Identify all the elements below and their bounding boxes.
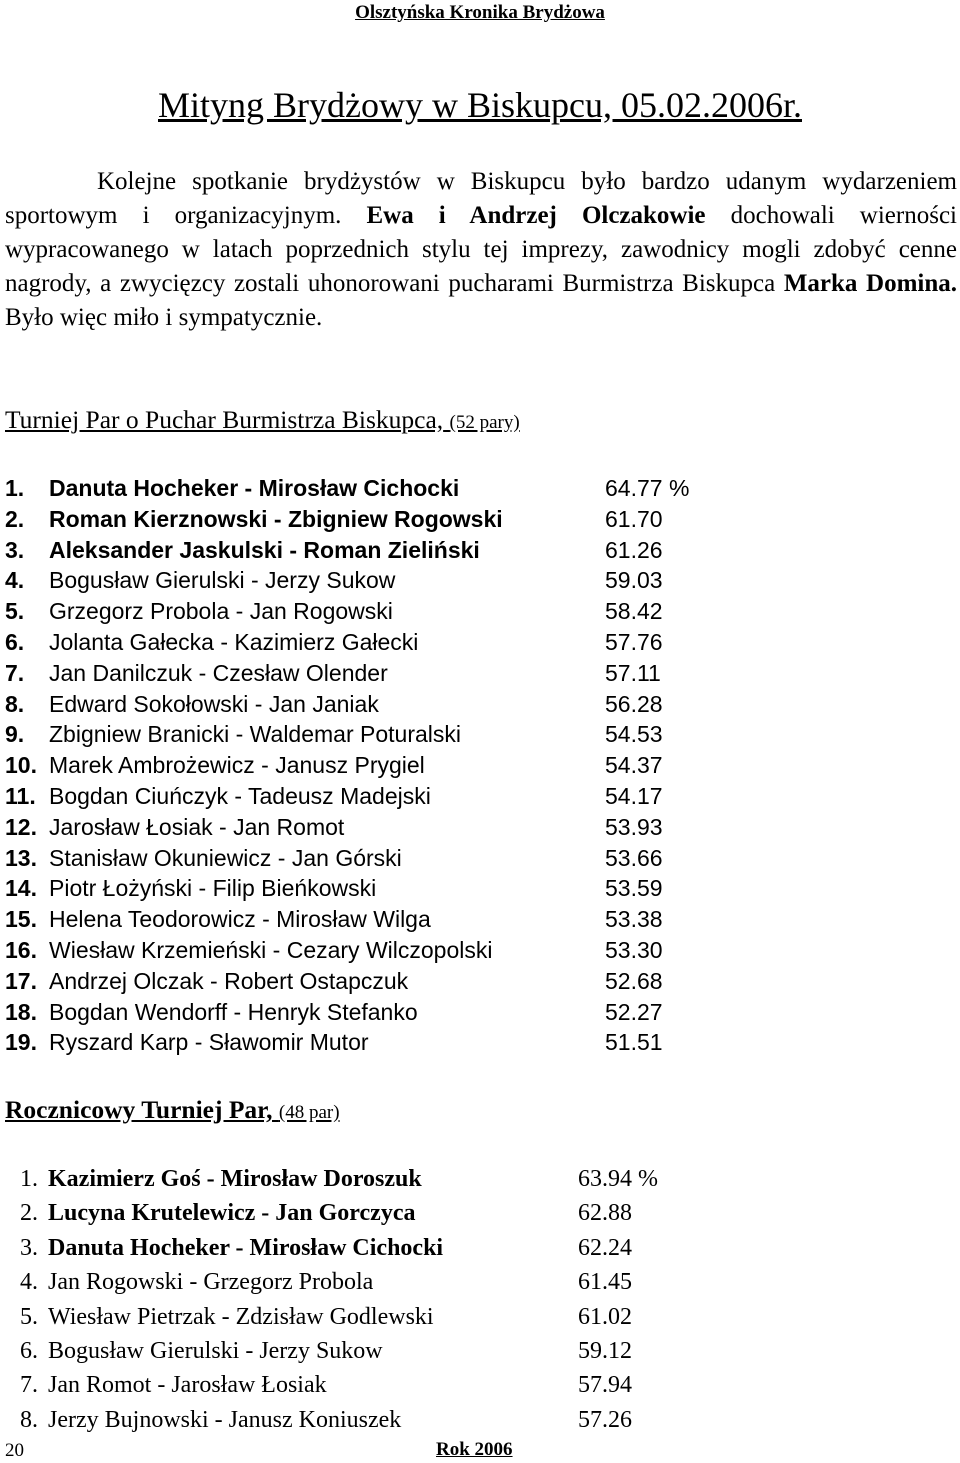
- result-score: 53.66: [605, 844, 663, 871]
- result-pair: Helena Teodorowicz - Mirosław Wilga: [49, 906, 431, 933]
- result-row: [5, 935, 715, 966]
- result-pair: Aleksander Jaskulski - Roman Zieliński: [49, 536, 480, 563]
- result-score: 54.17: [605, 782, 663, 809]
- result-pair: Kazimierz Goś - Mirosław Doroszuk: [48, 1166, 422, 1192]
- result-score: 52.27: [605, 998, 663, 1025]
- result-score: 58.42: [605, 598, 663, 625]
- tournament1-results: [5, 473, 715, 1058]
- result-pair: Marek Ambrożewicz - Janusz Prygiel: [49, 752, 425, 779]
- result-pair: Wiesław Krzemieński - Cezary Wilczopolski: [49, 936, 493, 963]
- result-pair: Ryszard Karp - Sławomir Mutor: [49, 1029, 369, 1056]
- result-score: 53.93: [605, 813, 663, 840]
- mayor-name: Marka Domina.: [783, 270, 957, 297]
- organizers-names: Ewa i Andrzej Olczakowie: [366, 202, 706, 229]
- result-row: [20, 1265, 698, 1299]
- result-score: 59.03: [605, 567, 663, 594]
- result-score: 57.11: [605, 659, 661, 686]
- tournament2-pairs-count: (48 par): [278, 1102, 340, 1123]
- result-row: [5, 596, 715, 627]
- result-score: 54.37: [605, 752, 663, 779]
- result-row: [5, 565, 715, 596]
- result-pair: Roman Kierznowski - Zbigniew Rogowski: [49, 505, 503, 532]
- result-row: [20, 1368, 698, 1402]
- result-rank: 14.: [5, 875, 37, 902]
- result-rank: 2.: [20, 1200, 38, 1227]
- result-score: 61.02: [578, 1303, 632, 1330]
- tournament1-title: Turniej Par o Puchar Burmistrza Biskupca,: [5, 405, 444, 434]
- result-pair: Jarosław Łosiak - Jan Romot: [49, 813, 345, 840]
- result-score: 61.45: [578, 1269, 632, 1296]
- result-rank: 3.: [20, 1234, 38, 1261]
- result-pair: Jerzy Bujnowski - Janusz Koniuszek: [48, 1406, 402, 1433]
- tournament1-heading: [5, 405, 520, 435]
- tournament2-results: [20, 1162, 698, 1437]
- result-row: [5, 1027, 715, 1058]
- result-pair: Danuta Hocheker - Mirosław Cichocki: [49, 475, 460, 501]
- intro-text-2: dochowali wierności wypracowanego w latach poprzednich stylu tej imprezy, zawodnicy mogli zdobyć cenne nagrody, a zwycięzcy zostali uhonorowani pucharami Burmistrza Biskupca: [5, 202, 957, 297]
- intro-text-3: Było więc miło i sympatycznie.: [5, 304, 323, 331]
- footer-year: Rok 2006: [436, 1439, 513, 1460]
- result-rank: 2.: [5, 505, 25, 532]
- result-row: [5, 843, 715, 874]
- result-row: [5, 997, 715, 1028]
- result-rank: 11.: [5, 782, 36, 809]
- result-rank: 6.: [20, 1337, 38, 1364]
- result-pair: Jolanta Gałecka - Kazimierz Gałecki: [49, 628, 419, 655]
- result-rank: 18.: [5, 998, 37, 1025]
- intro-text: Kolejne spotkanie brydżystów w Biskupcu było bardzo udanym wydarzeniem sportowym i organizacyjnym.: [5, 168, 957, 229]
- result-rank: 9.: [5, 721, 25, 748]
- result-rank: 17.: [5, 967, 37, 994]
- result-pair: Stanisław Okuniewicz - Jan Górski: [49, 844, 402, 871]
- result-pair: Grzegorz Probola - Jan Rogowski: [49, 598, 393, 625]
- result-row: [20, 1162, 698, 1196]
- result-pair: Bogdan Ciuńczyk - Tadeusz Madejski: [49, 782, 431, 809]
- result-pair: Edward Sokołowski - Jan Janiak: [49, 690, 379, 717]
- result-rank: 1.: [5, 475, 25, 501]
- result-rank: 15.: [5, 906, 37, 933]
- result-rank: 19.: [5, 1029, 37, 1056]
- result-pair: Piotr Łożyński - Filip Bieńkowski: [49, 875, 377, 902]
- result-score: 53.30: [605, 936, 663, 963]
- result-rank: 10.: [5, 752, 37, 779]
- result-score: 56.28: [605, 690, 663, 717]
- result-row: [5, 750, 715, 781]
- intro-paragraph: [5, 165, 957, 335]
- result-score: 52.68: [605, 967, 663, 994]
- tournament2-heading: [5, 1095, 340, 1125]
- result-rank: 1.: [20, 1166, 38, 1192]
- result-rank: 7.: [20, 1372, 38, 1399]
- tournament2-title: Rocznicowy Turniej Par,: [5, 1095, 273, 1124]
- tournament1-pairs-count: (52 pary): [449, 412, 520, 433]
- result-row: [20, 1334, 698, 1368]
- result-row: [5, 473, 715, 504]
- result-pair: Bogusław Gierulski - Jerzy Sukow: [48, 1337, 383, 1364]
- result-pair: Bogdan Wendorff - Henryk Stefanko: [49, 998, 418, 1025]
- result-rank: 4.: [20, 1269, 38, 1296]
- result-score: 57.76: [605, 628, 663, 655]
- result-rank: 8.: [20, 1406, 38, 1433]
- result-rank: 12.: [5, 813, 37, 840]
- result-rank: 13.: [5, 844, 37, 871]
- result-pair: Andrzej Olczak - Robert Ostapczuk: [49, 967, 409, 994]
- result-row: [20, 1231, 698, 1265]
- result-score: 61.26: [605, 536, 663, 563]
- result-rank: 5.: [5, 598, 25, 625]
- result-score: 54.53: [605, 721, 663, 748]
- result-row: [5, 719, 715, 750]
- result-row: [5, 627, 715, 658]
- result-score: 62.24: [578, 1234, 632, 1261]
- result-row: [5, 535, 715, 566]
- result-rank: 5.: [20, 1303, 38, 1330]
- result-pair: Bogusław Gierulski - Jerzy Sukow: [49, 567, 396, 594]
- result-row: [5, 658, 715, 689]
- result-row: [5, 781, 715, 812]
- result-score: 61.70: [605, 505, 663, 532]
- result-row: [20, 1300, 698, 1334]
- publication-header: Olsztyńska Kronika Brydżowa: [355, 2, 605, 23]
- result-row: [5, 504, 715, 535]
- result-row: [20, 1403, 698, 1437]
- result-rank: 8.: [5, 690, 25, 717]
- result-score: 62.88: [578, 1200, 632, 1227]
- page-number: 20: [5, 1440, 24, 1461]
- result-pair: Zbigniew Branicki - Waldemar Poturalski: [49, 721, 462, 748]
- result-rank: 7.: [5, 659, 25, 686]
- result-rank: 16.: [5, 936, 37, 963]
- result-score: 63.94 %: [578, 1166, 658, 1192]
- result-pair: Jan Rogowski - Grzegorz Probola: [48, 1269, 374, 1296]
- result-rank: 3.: [5, 536, 25, 563]
- result-pair: Jan Danilczuk - Czesław Olender: [49, 659, 388, 686]
- result-score: 57.26: [578, 1406, 632, 1433]
- result-row: [5, 904, 715, 935]
- result-row: [5, 966, 715, 997]
- result-pair: Danuta Hocheker - Mirosław Cichocki: [48, 1234, 444, 1261]
- result-score: 51.51: [605, 1029, 663, 1056]
- result-score: 53.38: [605, 906, 663, 933]
- result-pair: Wiesław Pietrzak - Zdzisław Godlewski: [48, 1303, 434, 1330]
- result-pair: Lucyna Krutelewicz - Jan Gorczyca: [48, 1200, 416, 1227]
- result-rank: 4.: [5, 567, 25, 594]
- result-row: [5, 873, 715, 904]
- result-score: 53.59: [605, 875, 663, 902]
- result-row: [5, 689, 715, 720]
- result-score: 57.94: [578, 1372, 632, 1399]
- result-rank: 6.: [5, 628, 25, 655]
- result-score: 59.12: [578, 1337, 632, 1364]
- result-pair: Jan Romot - Jarosław Łosiak: [48, 1372, 327, 1399]
- result-row: [20, 1196, 698, 1230]
- result-score: 64.77 %: [605, 475, 690, 501]
- result-row: [5, 812, 715, 843]
- article-title: Mityng Brydżowy w Biskupcu, 05.02.2006r.: [158, 85, 802, 125]
